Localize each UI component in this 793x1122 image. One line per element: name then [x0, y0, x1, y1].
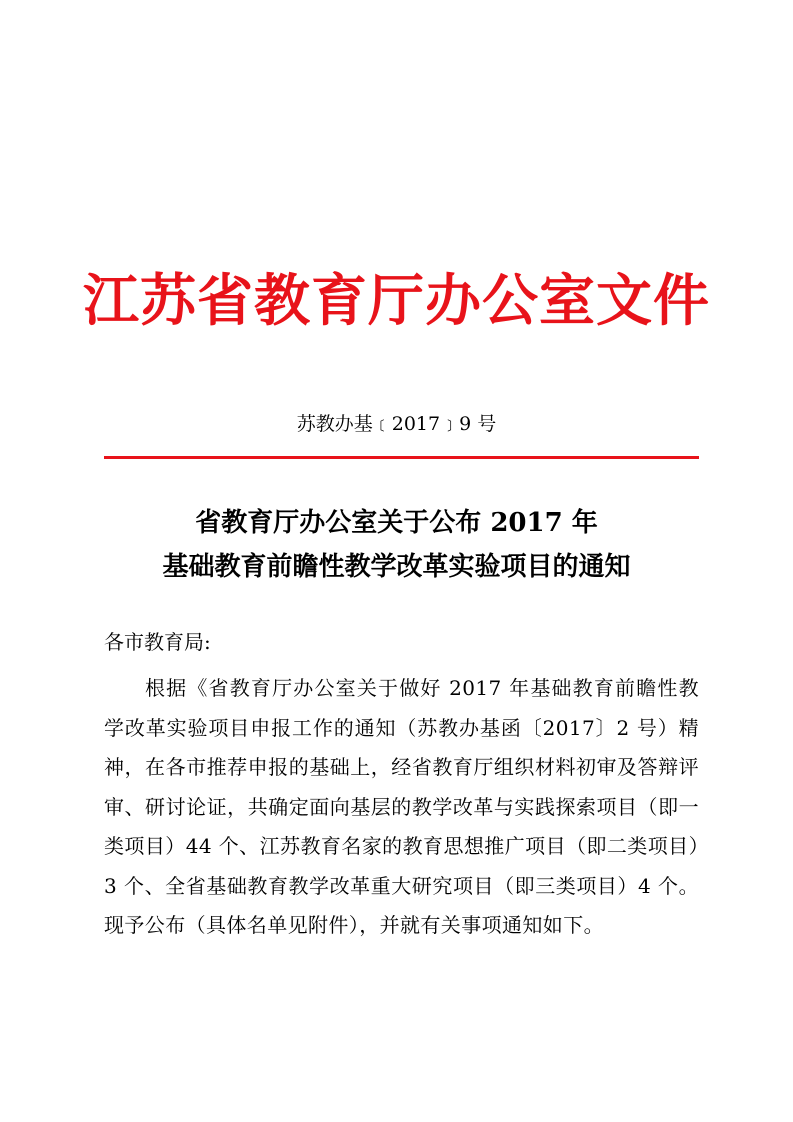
document-header-title: 江苏省教育厅办公室文件: [83, 269, 710, 334]
red-divider-line: [104, 456, 699, 459]
notice-title-line-1: 省教育厅办公室关于公布 2017 年: [195, 508, 598, 538]
salutation: 各市教育局:: [104, 630, 211, 654]
document-number: 苏教办基﹝2017﹞9 号: [296, 413, 497, 435]
notice-title-line-2: 基础教育前瞻性教学改革实验项目的通知: [162, 552, 631, 582]
body-paragraph: 根据《省教育厅办公室关于做好 2017 年基础教育前瞻性教学改革实验项目申报工作的通知（苏教办基函〔2017〕2 号）精神，在各市推荐申报的基础上，经省教育厅组织材料初审及答辩评审、研讨论证，共确定面向基层的教学改革与实践探索项目（即一类项目）44 个、江苏教育名家的教育思想推广项目（即二类项目）3 个、全省基础教育教学改革重大研究项目（即三类项目）4 个。现予公布（具体名单见附件），并就有关事项通知如下。: [104, 676, 699, 937]
